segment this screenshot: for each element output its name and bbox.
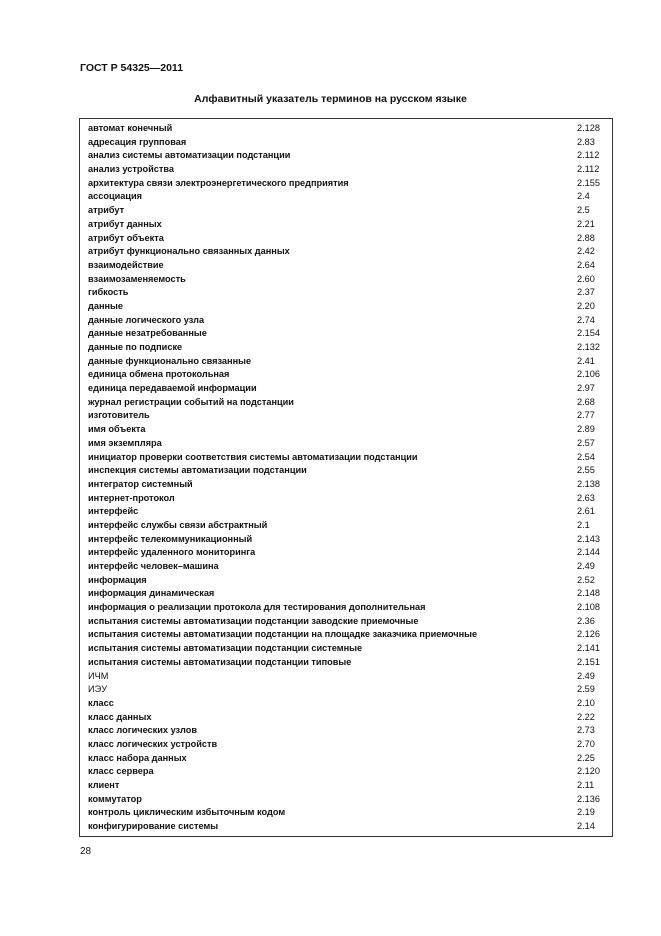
index-row	[80, 519, 612, 533]
index-reference: 2.37	[577, 287, 595, 298]
index-term: интерфейс службы связи абстрактный	[88, 519, 268, 530]
index-row	[80, 273, 612, 287]
index-reference: 2.57	[577, 437, 595, 448]
index-reference: 2.21	[577, 218, 595, 229]
index-row	[80, 314, 612, 328]
index-row	[80, 478, 612, 492]
index-row	[80, 204, 612, 218]
index-term: контроль циклическим избыточным кодом	[88, 807, 286, 818]
index-term: адресация групповая	[88, 136, 187, 147]
index-row	[80, 300, 612, 314]
index-reference: 2.112	[577, 150, 600, 161]
index-term: архитектура связи электроэнергетического предприятия	[88, 177, 349, 188]
index-term: интерфейс удаленного мониторинга	[88, 547, 256, 558]
index-reference: 2.106	[577, 369, 600, 380]
index-row	[80, 149, 612, 163]
index-term: изготовитель	[88, 410, 150, 421]
index-term: анализ системы автоматизации подстанции	[88, 150, 291, 161]
index-term: испытания системы автоматизации подстанции системные	[88, 643, 363, 654]
term-index-table	[79, 118, 613, 837]
index-row	[80, 738, 612, 752]
index-row	[80, 724, 612, 738]
index-row	[80, 136, 612, 150]
index-reference: 2.132	[577, 342, 600, 352]
index-term: информация динамическая	[88, 588, 215, 599]
index-term: испытания системы автоматизации подстанции на площадке заказчика приемочные	[88, 629, 478, 640]
index-reference: 2.151	[577, 656, 600, 667]
index-reference: 2.54	[577, 451, 595, 462]
index-term: информация о реализации протокола для тестирования дополнительная	[88, 602, 426, 613]
index-reference: 2.144	[577, 547, 600, 558]
index-reference: 2.19	[577, 807, 595, 818]
index-term: информация	[88, 574, 147, 585]
index-row	[80, 409, 612, 423]
index-term: единица обмена протокольная	[88, 369, 230, 380]
index-reference: 2.60	[577, 273, 595, 284]
index-row	[80, 793, 612, 807]
index-row	[80, 163, 612, 177]
index-term: атрибут данных	[88, 218, 162, 229]
index-row	[80, 177, 612, 191]
index-row	[80, 505, 612, 519]
index-reference: 2.42	[577, 246, 595, 257]
index-term: имя объекта	[88, 424, 146, 435]
index-term: имя экземпляра	[88, 437, 162, 448]
index-reference: 2.74	[577, 314, 595, 325]
index-reference: 2.25	[577, 752, 595, 763]
index-reference: 2.36	[577, 615, 595, 626]
index-term: взаимодействие	[88, 259, 164, 270]
index-row	[80, 628, 612, 642]
index-reference: 2.155	[577, 177, 600, 188]
index-reference: 2.141	[577, 643, 600, 654]
index-row	[80, 683, 612, 697]
index-row	[80, 670, 612, 684]
index-term: взаимозаменяемость	[88, 273, 186, 284]
index-reference: 2.143	[577, 533, 600, 544]
index-reference: 2.154	[577, 328, 600, 339]
index-row	[80, 806, 612, 820]
index-term: инспекция системы автоматизации подстанции	[88, 465, 307, 476]
index-row	[80, 615, 612, 629]
index-term: интерфейс	[88, 506, 139, 517]
index-term: анализ устройства	[88, 164, 174, 175]
index-reference: 2.55	[577, 465, 595, 476]
index-row	[80, 711, 612, 725]
index-term: коммутатор	[88, 793, 142, 804]
index-reference: 2.70	[577, 738, 595, 749]
index-term: ассоциация	[88, 191, 143, 202]
index-row	[80, 546, 612, 560]
index-term: клиент	[88, 780, 120, 790]
index-term: класс логических устройств	[88, 738, 218, 749]
index-term: интерфейс телекоммуникационный	[88, 533, 253, 544]
index-row	[80, 382, 612, 396]
index-reference: 2.68	[577, 396, 595, 407]
index-reference: 2.77	[577, 410, 595, 421]
index-reference: 2.59	[577, 684, 595, 695]
index-row	[80, 697, 612, 711]
index-term: интегратор системный	[88, 478, 193, 489]
index-row	[80, 355, 612, 369]
index-reference: 2.89	[577, 424, 595, 435]
index-row	[80, 190, 612, 204]
index-row	[80, 232, 612, 246]
index-row	[80, 327, 612, 341]
index-row	[80, 779, 612, 793]
index-reference: 2.10	[577, 697, 595, 708]
index-term: класс сервера	[88, 766, 154, 777]
index-reference: 2.41	[577, 355, 595, 366]
index-term: инициатор проверки соответствия системы автоматизации подстанции	[88, 451, 418, 462]
index-row	[80, 642, 612, 656]
index-term: единица передаваемой информации	[88, 383, 257, 394]
index-reference: 2.63	[577, 492, 595, 503]
index-reference: 2.52	[577, 574, 595, 585]
index-row	[80, 752, 612, 766]
index-term: испытания системы автоматизации подстанции заводские приемочные	[88, 615, 419, 626]
index-term: данные по подписке	[88, 342, 183, 352]
page-number: 28	[80, 846, 92, 857]
index-row	[80, 533, 612, 547]
index-row	[80, 601, 612, 615]
index-term: интернет-протокол	[88, 492, 175, 503]
index-row	[80, 574, 612, 588]
index-row	[80, 245, 612, 259]
index-reference: 2.148	[577, 588, 600, 599]
index-term: класс	[88, 697, 114, 708]
index-row	[80, 368, 612, 382]
index-term: журнал регистрации событий на подстанции	[88, 396, 294, 407]
index-term: интерфейс человек–машина	[88, 561, 219, 571]
index-row	[80, 259, 612, 273]
index-term: гибкость	[88, 287, 129, 298]
term-index-list	[80, 122, 612, 834]
index-reference: 2.49	[577, 561, 595, 571]
index-row	[80, 656, 612, 670]
index-reference: 2.49	[577, 670, 595, 681]
index-term: данные	[88, 300, 123, 311]
index-row	[80, 820, 612, 834]
index-row	[80, 218, 612, 232]
index-term: атрибут объекта	[88, 232, 164, 243]
index-reference: 2.22	[577, 711, 595, 722]
index-reference: 2.128	[577, 123, 600, 133]
index-row	[80, 122, 612, 136]
standard-designation: ГОСТ Р 54325—2011	[80, 62, 184, 74]
index-reference: 2.5	[577, 205, 590, 216]
index-reference: 2.4	[577, 191, 590, 202]
index-reference: 2.108	[577, 602, 600, 613]
index-term: данные логического узла	[88, 314, 205, 325]
index-term: ИЭУ	[88, 684, 108, 695]
index-reference: 2.112	[577, 164, 600, 175]
index-row	[80, 341, 612, 355]
index-term: данные функционально связанные	[88, 355, 252, 366]
index-term: атрибут	[88, 205, 125, 216]
index-term: класс набора данных	[88, 752, 187, 763]
index-reference: 2.83	[577, 136, 595, 147]
index-term: автомат конечный	[88, 123, 173, 133]
index-row	[80, 492, 612, 506]
index-reference: 2.126	[577, 629, 600, 640]
index-term: класс данных	[88, 711, 152, 722]
index-reference: 2.14	[577, 821, 595, 832]
index-reference: 2.61	[577, 506, 595, 517]
index-row	[80, 587, 612, 601]
index-term: испытания системы автоматизации подстанции типовые	[88, 656, 352, 667]
index-reference: 2.138	[577, 478, 600, 489]
index-row	[80, 423, 612, 437]
index-reference: 2.120	[577, 766, 600, 777]
index-term: данные незатребованные	[88, 328, 207, 339]
index-term: конфигурирование системы	[88, 821, 219, 832]
index-reference: 2.20	[577, 300, 595, 311]
index-row	[80, 286, 612, 300]
index-row	[80, 396, 612, 410]
index-term: ИЧМ	[88, 670, 109, 681]
index-reference: 2.136	[577, 793, 600, 804]
index-term: класс логических узлов	[88, 725, 197, 736]
index-row	[80, 437, 612, 451]
index-reference: 2.73	[577, 725, 595, 736]
index-row	[80, 560, 612, 574]
index-row	[80, 464, 612, 478]
index-row	[80, 451, 612, 465]
index-reference: 2.88	[577, 232, 595, 243]
index-row	[80, 765, 612, 779]
index-reference: 2.64	[577, 259, 595, 270]
index-title: Алфавитный указатель терминов на русском языке	[194, 93, 467, 105]
index-term: атрибут функционально связанных данных	[88, 246, 290, 257]
index-reference: 2.97	[577, 383, 595, 394]
index-reference: 2.1	[577, 519, 590, 530]
index-reference: 2.11	[577, 780, 595, 790]
